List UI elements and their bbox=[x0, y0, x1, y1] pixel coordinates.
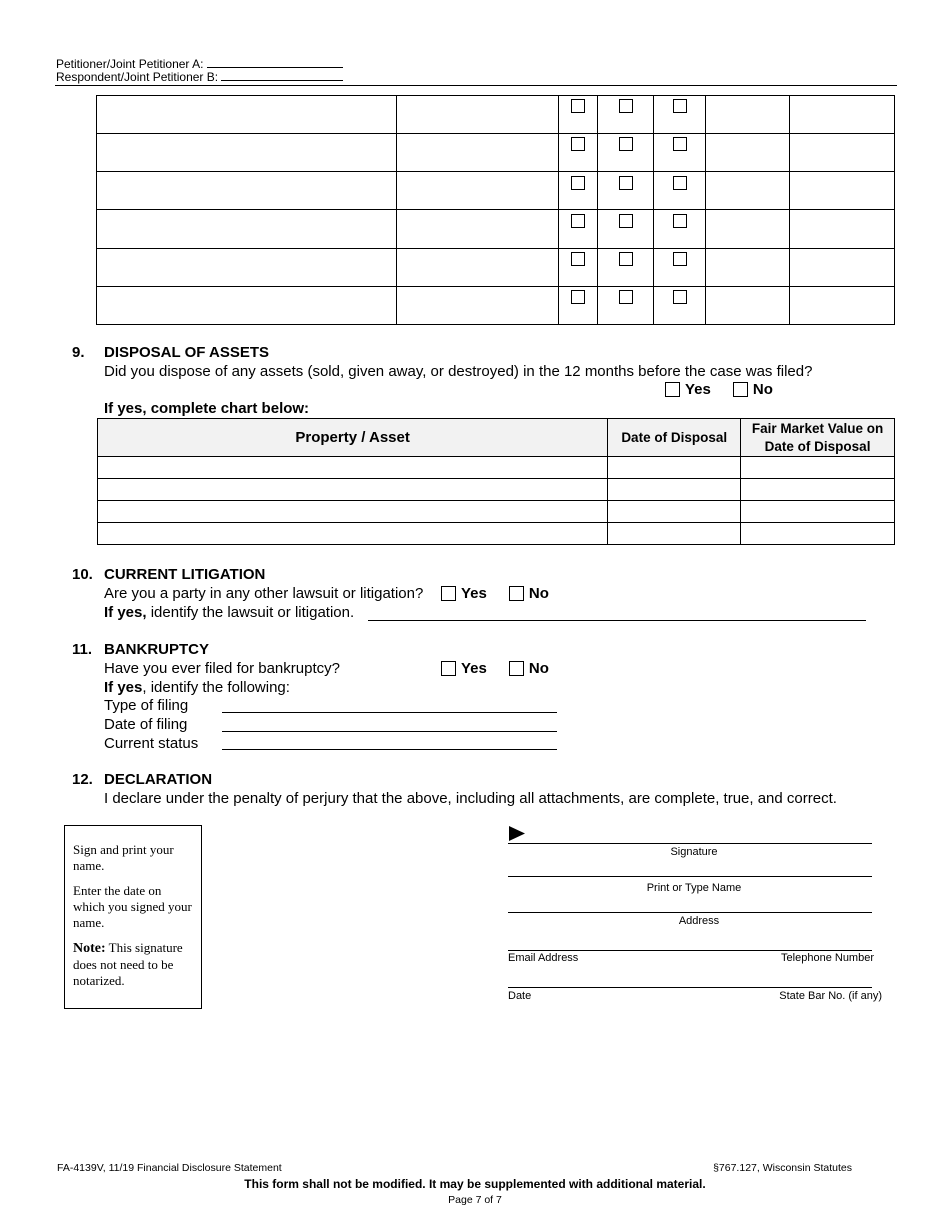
disposal-table-cell[interactable] bbox=[98, 457, 608, 479]
continued-table-cell[interactable] bbox=[790, 134, 895, 172]
section-11-yes-option[interactable] bbox=[441, 660, 487, 677]
continued-table-cell[interactable] bbox=[790, 286, 895, 324]
continued-table-cell[interactable] bbox=[97, 248, 397, 286]
continued-table-check-cell bbox=[654, 172, 706, 210]
bankruptcy-type-field[interactable] bbox=[222, 712, 557, 713]
date-bar-line[interactable] bbox=[508, 987, 872, 988]
signature-label: Signature bbox=[670, 846, 718, 858]
section-11-number: 11. bbox=[72, 641, 93, 658]
disposal-col-fmv: Fair Market Value on Date of Disposal bbox=[741, 419, 895, 457]
continued-table-check-cell bbox=[654, 286, 706, 324]
continued-table-check-cell bbox=[654, 96, 706, 134]
continued-table-check-cell bbox=[598, 134, 654, 172]
continued-table-cell[interactable] bbox=[706, 134, 790, 172]
section-12-number: 12. bbox=[72, 771, 93, 788]
instruction-box bbox=[64, 825, 202, 1009]
section-10-yes-checkbox[interactable] bbox=[441, 586, 456, 601]
bankruptcy-date-label: Date of filing bbox=[104, 716, 188, 733]
instruction-date: Enter the date on which you signed your name. bbox=[73, 883, 192, 930]
respondent-b-label: Respondent/Joint Petitioner B: bbox=[56, 70, 219, 84]
section-11-no-option[interactable] bbox=[509, 660, 549, 677]
continued-table-row bbox=[97, 210, 895, 248]
continued-table-cell[interactable] bbox=[97, 286, 397, 324]
disposal-table bbox=[97, 418, 895, 545]
continued-table-check-cell bbox=[559, 248, 598, 286]
address-line[interactable] bbox=[508, 912, 872, 913]
continued-table-checkbox[interactable] bbox=[673, 176, 687, 190]
date-label: Date bbox=[508, 990, 532, 1002]
state-bar-label: State Bar No. (if any) bbox=[779, 990, 882, 1002]
continued-table-check-cell bbox=[598, 172, 654, 210]
instruction-sign: Sign and print your name. bbox=[73, 842, 174, 873]
continued-table-row bbox=[97, 172, 895, 210]
address-label: Address bbox=[678, 915, 720, 927]
section-12-title: DECLARATION bbox=[104, 771, 213, 788]
section-10-number: 10. bbox=[72, 566, 93, 583]
section-11-title: BANKRUPTCY bbox=[104, 641, 209, 658]
section-9-no-label: No bbox=[752, 381, 773, 398]
continued-table-checkbox[interactable] bbox=[619, 252, 633, 266]
continued-table-cell[interactable] bbox=[97, 134, 397, 172]
disposal-table-row bbox=[98, 501, 895, 523]
continued-table-cell[interactable] bbox=[706, 286, 790, 324]
continued-table-check-cell bbox=[559, 96, 598, 134]
continued-table-row bbox=[97, 248, 895, 286]
footer-notice: This form shall not be modified. It may be supplemented with additional material. bbox=[244, 1177, 706, 1191]
section-9-yes-checkbox[interactable] bbox=[665, 382, 680, 397]
section-11-no-checkbox[interactable] bbox=[509, 661, 524, 676]
continued-table-cell[interactable] bbox=[396, 96, 559, 134]
telephone-label: Telephone Number bbox=[781, 952, 874, 964]
section-11-yes-label: Yes bbox=[461, 660, 487, 677]
continued-table-check-cell bbox=[598, 96, 654, 134]
continued-table-cell[interactable] bbox=[396, 248, 559, 286]
continued-table-checkbox[interactable] bbox=[673, 290, 687, 304]
section-10-if-yes-bold: If yes, bbox=[104, 604, 147, 621]
continued-table-check-cell bbox=[654, 210, 706, 248]
section-12-text: I declare under the penalty of perjury that the above, including all attachments, are complete, true, and correct. bbox=[104, 790, 837, 807]
disposal-table-cell[interactable] bbox=[741, 501, 895, 523]
continued-table-cell[interactable] bbox=[97, 210, 397, 248]
continued-table-cell[interactable] bbox=[790, 210, 895, 248]
footer-page: Page 7 of 7 bbox=[448, 1194, 502, 1206]
continued-table-checkbox[interactable] bbox=[619, 176, 633, 190]
continued-table-check-cell bbox=[654, 248, 706, 286]
email-label: Email Address bbox=[508, 952, 579, 964]
section-9-number: 9. bbox=[72, 344, 85, 361]
disposal-col-date: Date of Disposal bbox=[608, 419, 741, 457]
section-11-options bbox=[441, 660, 549, 677]
section-10-options bbox=[441, 585, 549, 602]
section-9-question: Did you dispose of any assets (sold, given away, or destroyed) in the 12 months before the case was filed? bbox=[104, 363, 813, 380]
continued-table-checkbox[interactable] bbox=[673, 99, 687, 113]
disposal-table-row bbox=[98, 479, 895, 501]
disposal-table-cell[interactable] bbox=[608, 479, 741, 501]
section-10-no-checkbox[interactable] bbox=[509, 586, 524, 601]
continued-table-cell[interactable] bbox=[790, 248, 895, 286]
section-11-if-yes bbox=[104, 679, 290, 696]
continued-table-checkbox[interactable] bbox=[571, 214, 585, 228]
footer-statute: §767.127, Wisconsin Statutes bbox=[713, 1162, 852, 1174]
email-phone-line[interactable] bbox=[508, 950, 872, 951]
section-11-if-yes-text: , identify the following: bbox=[142, 679, 290, 696]
instruction-note-bold: Note: bbox=[73, 941, 106, 956]
disposal-table-row bbox=[98, 457, 895, 479]
continued-table-check-cell bbox=[559, 210, 598, 248]
continued-table-check-cell bbox=[559, 172, 598, 210]
section-9-title: DISPOSAL OF ASSETS bbox=[104, 344, 270, 361]
disposal-table-cell[interactable] bbox=[741, 523, 895, 545]
continued-table-check-cell bbox=[598, 248, 654, 286]
bankruptcy-type-label: Type of filing bbox=[104, 697, 189, 714]
continued-table-checkbox[interactable] bbox=[619, 137, 633, 151]
section-10-no-label: No bbox=[528, 585, 549, 602]
continued-table-checkbox[interactable] bbox=[571, 290, 585, 304]
continued-table-cell[interactable] bbox=[97, 172, 397, 210]
continued-table-row bbox=[97, 134, 895, 172]
respondent-b-line bbox=[56, 70, 343, 84]
disposal-table-cell[interactable] bbox=[608, 457, 741, 479]
continued-table-checkbox[interactable] bbox=[571, 176, 585, 190]
continued-table-cell[interactable] bbox=[790, 172, 895, 210]
instruction-note-text: This signature does not need to be notarized. bbox=[73, 940, 183, 988]
bankruptcy-date-field[interactable] bbox=[222, 731, 557, 732]
continued-table-cell[interactable] bbox=[396, 286, 559, 324]
continued-table-checkbox[interactable] bbox=[673, 137, 687, 151]
continued-table-cell[interactable] bbox=[706, 96, 790, 134]
section-9-options bbox=[665, 381, 773, 398]
header-rule bbox=[55, 85, 897, 86]
disposal-table-cell[interactable] bbox=[608, 501, 741, 523]
print-name-line[interactable] bbox=[508, 876, 872, 877]
disposal-table-cell[interactable] bbox=[98, 523, 608, 545]
section-9-no-option[interactable] bbox=[733, 381, 773, 398]
respondent-b-field[interactable] bbox=[221, 70, 343, 81]
section-9-yes-label: Yes bbox=[685, 381, 711, 398]
continued-table-checkbox[interactable] bbox=[619, 290, 633, 304]
section-10-identify-line[interactable] bbox=[368, 620, 866, 621]
continued-table-checkbox[interactable] bbox=[673, 252, 687, 266]
continued-table-cell[interactable] bbox=[396, 134, 559, 172]
petitioner-a-field[interactable] bbox=[207, 57, 343, 68]
continued-table-row bbox=[97, 286, 895, 324]
continued-table-cell[interactable] bbox=[396, 210, 559, 248]
continued-table-cell[interactable] bbox=[706, 210, 790, 248]
continued-table-check-cell bbox=[598, 210, 654, 248]
continued-table-check-cell bbox=[654, 134, 706, 172]
section-11-yes-checkbox[interactable] bbox=[441, 661, 456, 676]
section-10-yes-option[interactable] bbox=[441, 585, 487, 602]
continued-table-check-cell bbox=[559, 134, 598, 172]
continued-table-checkbox[interactable] bbox=[673, 214, 687, 228]
disposal-table-cell[interactable] bbox=[98, 501, 608, 523]
continued-table-checkbox[interactable] bbox=[571, 99, 585, 113]
section-9-yes-option[interactable] bbox=[665, 381, 711, 398]
bankruptcy-status-label: Current status bbox=[104, 735, 199, 752]
section-10-if-yes bbox=[104, 604, 354, 621]
continued-table-check-cell bbox=[598, 286, 654, 324]
section-11-no-label: No bbox=[528, 660, 549, 677]
disposal-table-cell[interactable] bbox=[741, 479, 895, 501]
continued-table-cell[interactable] bbox=[706, 248, 790, 286]
section-10-title: CURRENT LITIGATION bbox=[104, 566, 266, 583]
bankruptcy-status-field[interactable] bbox=[222, 749, 557, 750]
continued-asset-table bbox=[96, 95, 895, 325]
section-9-no-checkbox[interactable] bbox=[733, 382, 748, 397]
continued-table-cell[interactable] bbox=[396, 172, 559, 210]
continued-table-row bbox=[97, 96, 895, 134]
section-9-if-yes: If yes, complete chart below: bbox=[104, 400, 310, 417]
petitioner-a-line bbox=[56, 57, 343, 71]
section-10-if-yes-text: identify the lawsuit or litigation. bbox=[150, 604, 355, 621]
petitioner-a-label: Petitioner/Joint Petitioner A: bbox=[56, 57, 204, 71]
continued-table-checkbox[interactable] bbox=[619, 99, 633, 113]
disposal-table-cell[interactable] bbox=[741, 457, 895, 479]
section-10-yes-label: Yes bbox=[461, 585, 487, 602]
disposal-col-property: Property / Asset bbox=[98, 419, 608, 457]
section-10-no-option[interactable] bbox=[509, 585, 549, 602]
continued-table-check-cell bbox=[559, 286, 598, 324]
sign-here-arrow-icon bbox=[509, 826, 525, 841]
continued-table-checkbox[interactable] bbox=[571, 137, 585, 151]
continued-table-checkbox[interactable] bbox=[619, 214, 633, 228]
section-11-if-yes-bold: If yes bbox=[104, 679, 143, 696]
disposal-table-cell[interactable] bbox=[98, 479, 608, 501]
continued-table-cell[interactable] bbox=[706, 172, 790, 210]
continued-table-cell[interactable] bbox=[790, 96, 895, 134]
continued-table-cell[interactable] bbox=[97, 96, 397, 134]
print-name-label: Print or Type Name bbox=[646, 882, 742, 894]
instruction-note bbox=[73, 940, 193, 989]
continued-table-checkbox[interactable] bbox=[571, 252, 585, 266]
disposal-table-row bbox=[98, 523, 895, 545]
signature-line[interactable] bbox=[508, 843, 872, 844]
section-11-question: Have you ever filed for bankruptcy? bbox=[104, 660, 340, 677]
section-10-question: Are you a party in any other lawsuit or litigation? bbox=[104, 585, 424, 602]
footer-form-id: FA-4139V, 11/19 Financial Disclosure Statement bbox=[57, 1162, 282, 1174]
disposal-table-cell[interactable] bbox=[608, 523, 741, 545]
